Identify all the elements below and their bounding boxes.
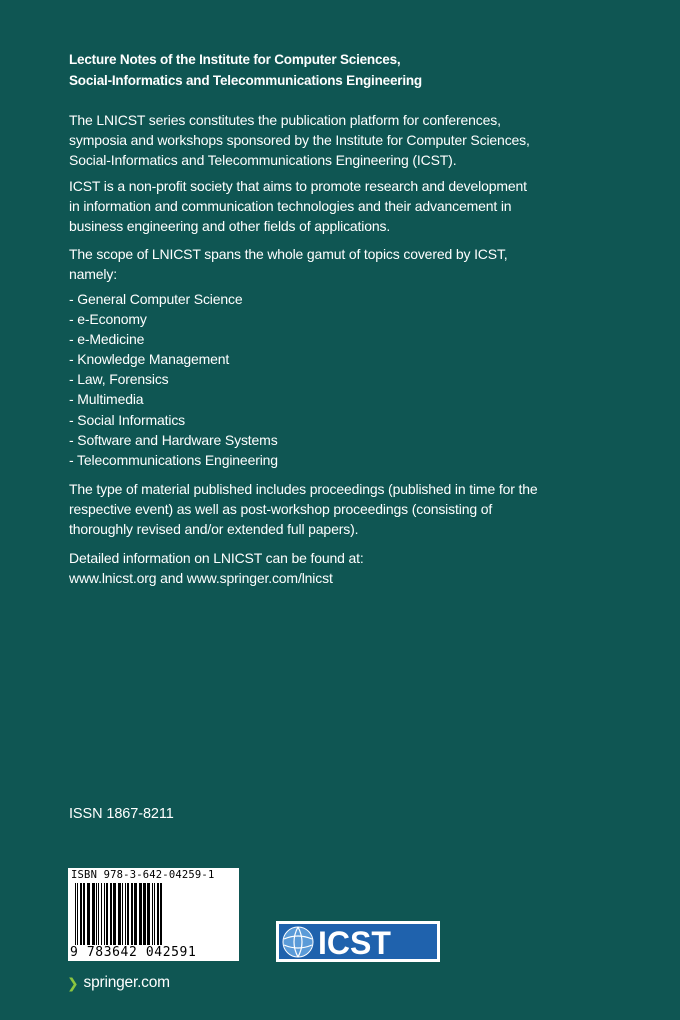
intro-paragraph: The LNICST series constitutes the publication platform for conferences, symposia and workshops sponsored by the Institute for Computer Sciences, Social-Informatics and Telecommunications Engineering (ICST). (69, 112, 530, 168)
springer-link[interactable] (67, 974, 170, 992)
series-title (69, 49, 629, 91)
icst-logo-text: ICST (318, 925, 391, 961)
topic-item: - Software and Hardware Systems (69, 431, 278, 448)
topic-item: - General Computer Science (69, 291, 243, 307)
series-title-line-1: Lecture Notes of the Institute for Computer Sciences, (69, 52, 401, 67)
icst-paragraph: ICST is a non-profit society that aims to promote research and development in information and communication technologies and their advancement in business engineering and other fields of applications. (69, 178, 527, 234)
topic-list (69, 289, 278, 470)
isbn-label: ISBN 978-3-642-04259-1 (71, 869, 215, 881)
info-paragraph (69, 548, 539, 588)
isbn-barcode (68, 868, 239, 961)
topic-item: - Telecommunications Engineering (69, 451, 278, 468)
icst-globe-icon (276, 921, 440, 962)
icst-logo (276, 921, 440, 962)
scope-paragraph: The scope of LNICST spans the whole gamut of topics covered by ICST, namely: (69, 246, 508, 282)
topic-item: - e-Economy (69, 311, 147, 328)
ean-digits: 9 783642 042591 (70, 945, 197, 960)
chevron-right-icon: ❯ (67, 974, 79, 991)
barcode-bars-icon (71, 883, 236, 945)
info-links: www.lnicst.org and www.springer.com/lnicst (69, 570, 333, 586)
topic-item: - Knowledge Management (69, 351, 230, 368)
topic-item: - Law, Forensics (69, 371, 169, 388)
series-title-line-2: Social-Informatics and Telecommunications Engineering (69, 73, 422, 88)
springer-url: springer.com (83, 974, 170, 991)
issn-number: ISSN 1867-8211 (69, 806, 174, 822)
topic-item: - Social Informatics (69, 411, 186, 428)
material-paragraph: The type of material published includes proceedings (published in time for the respective event) as well as post-workshop proceedings (consisting of thoroughly revised and/or extended full papers). (69, 481, 538, 537)
topic-item: - e-Medicine (69, 331, 145, 348)
topic-item: - Multimedia (69, 391, 144, 408)
info-line: Detailed information on LNICST can be found at: (69, 550, 364, 566)
